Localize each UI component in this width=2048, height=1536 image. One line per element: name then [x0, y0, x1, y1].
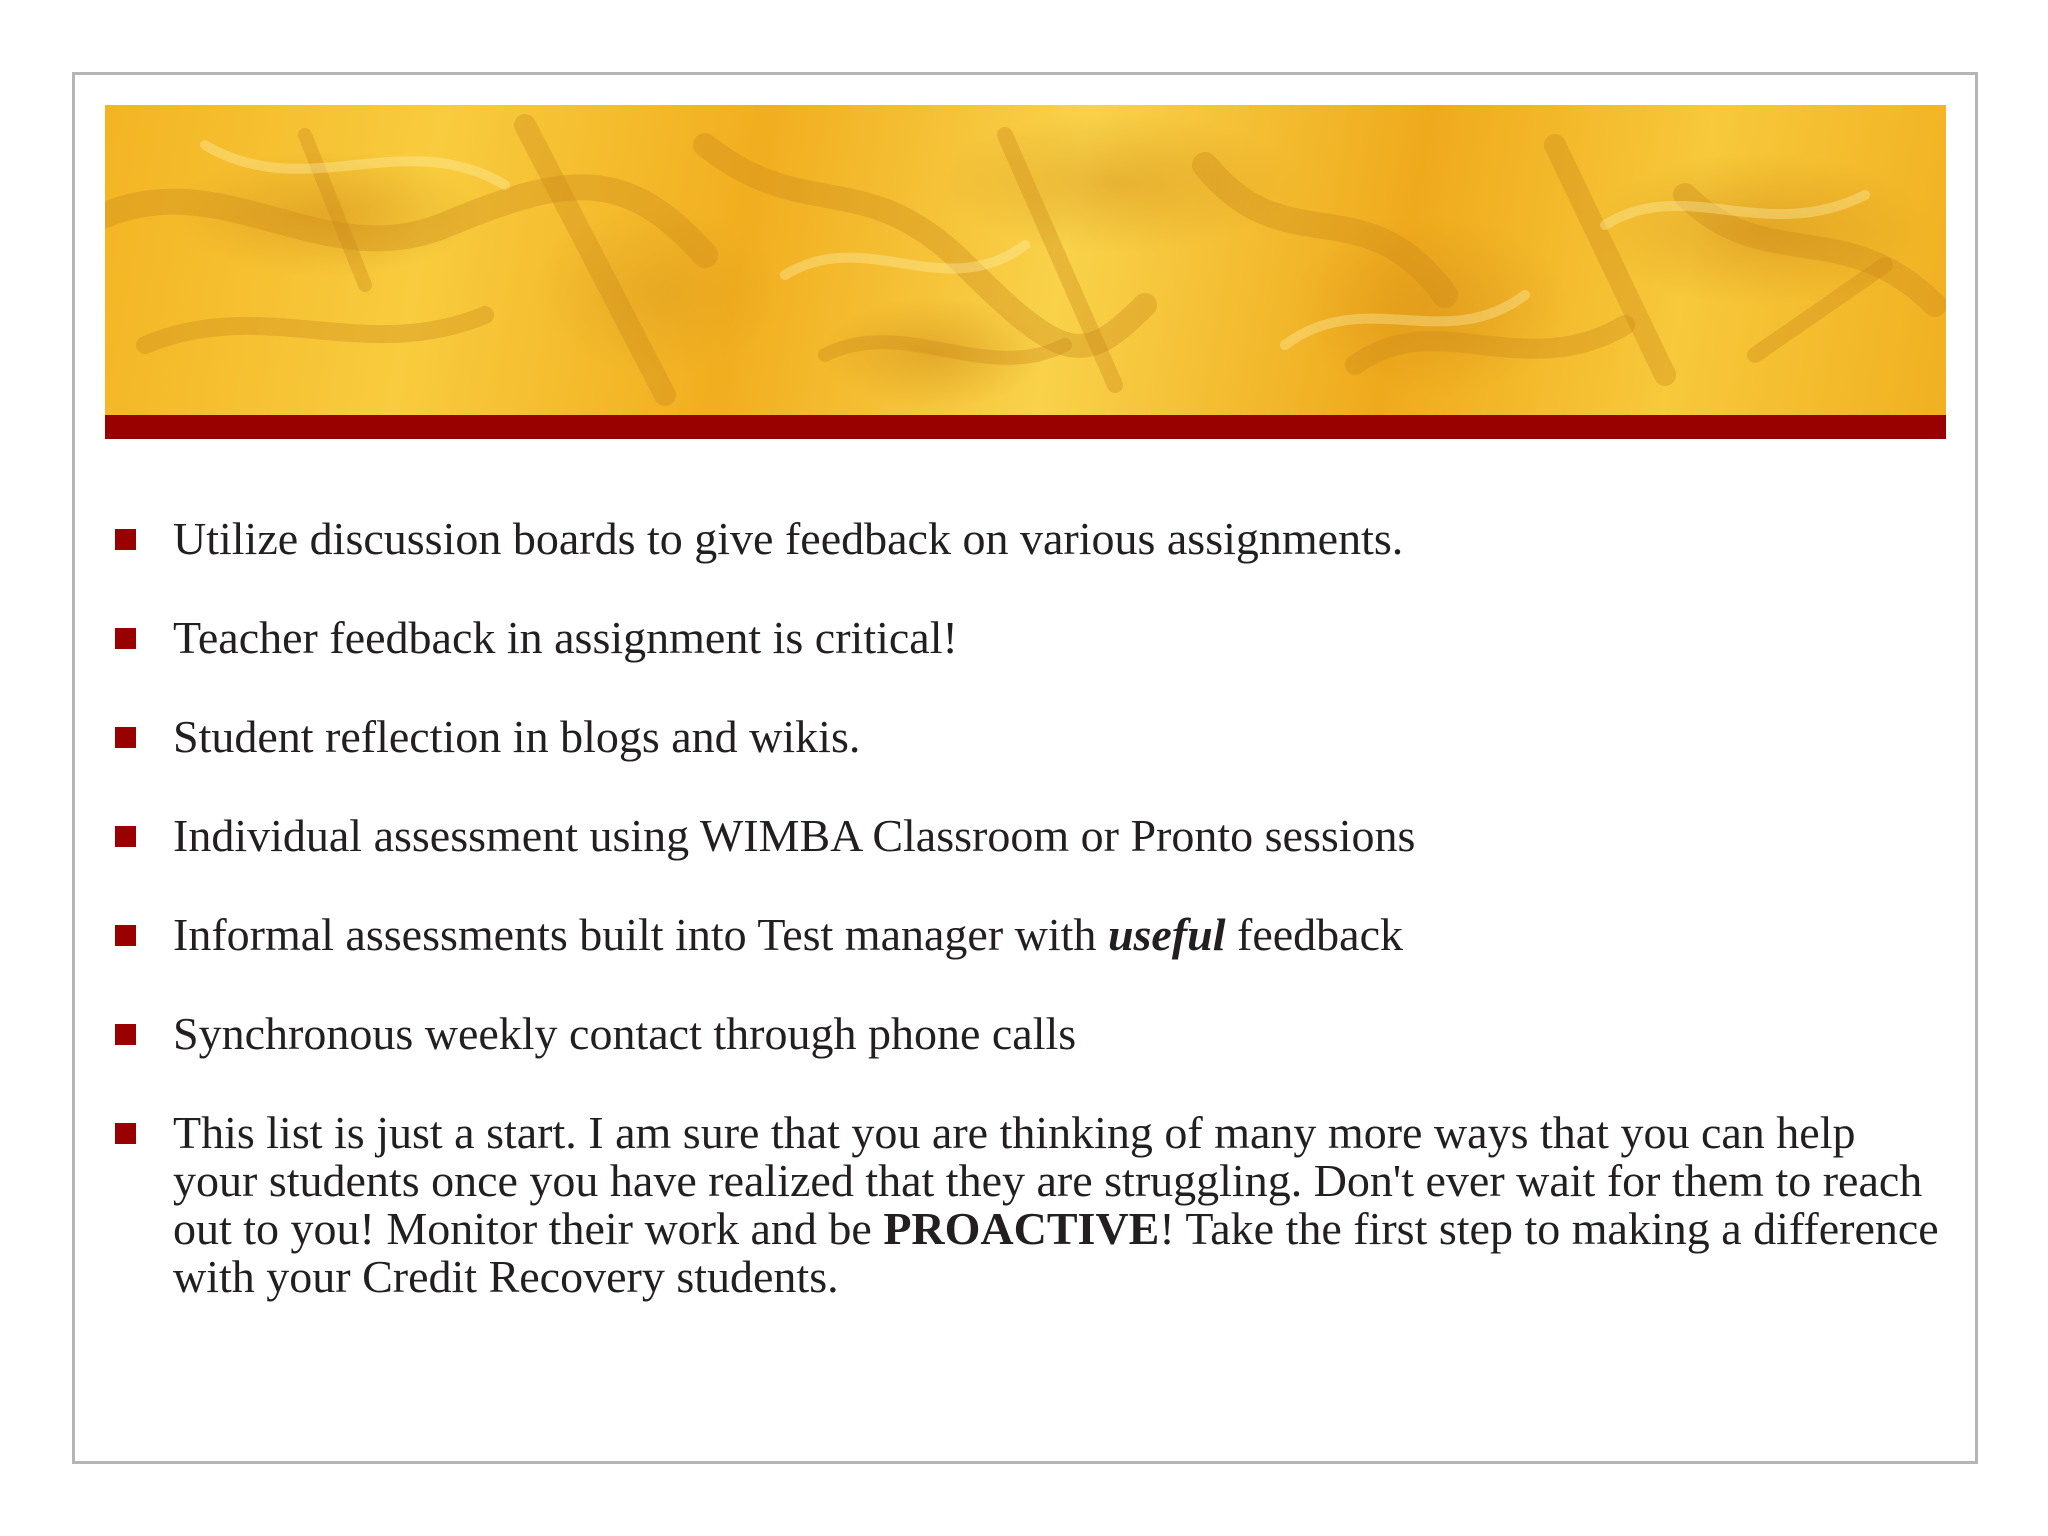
bullet-text: Synchronous weekly contact through phone calls	[173, 1008, 1077, 1059]
square-bullet-icon	[115, 1123, 136, 1144]
bullet-text-start: Informal assessments built into Test manager with	[173, 909, 1108, 960]
banner-accent-bar	[105, 415, 1946, 439]
square-bullet-icon	[115, 628, 136, 649]
square-bullet-icon	[115, 727, 136, 748]
square-bullet-icon	[115, 1024, 136, 1045]
banner-texture	[105, 105, 1946, 415]
square-bullet-icon	[115, 826, 136, 847]
list-item	[105, 614, 1945, 662]
list-item	[105, 812, 1945, 860]
slide-frame	[72, 72, 1978, 1464]
emphasis-proactive: PROACTIVE	[883, 1203, 1160, 1254]
bullet-text-end: feedback	[1225, 909, 1404, 960]
bullet-text-start: This list is just a start. I am sure that you are thinking of many more ways that you can help your students once you have realized that they are struggling. Don't ever wait for them to reach out to you! Monitor their work and be	[173, 1107, 1923, 1254]
bullet-list	[105, 515, 1945, 1352]
bullet-text: Teacher feedback in assignment is critical!	[173, 612, 958, 663]
bullet-text: Individual assessment using WIMBA Classroom or Pronto sessions	[173, 810, 1416, 861]
bullet-text: Utilize discussion boards to give feedback on various assignments.	[173, 513, 1404, 564]
list-item	[105, 911, 1945, 959]
emphasis-useful: useful	[1107, 909, 1226, 960]
list-item	[105, 1109, 1945, 1301]
square-bullet-icon	[115, 925, 136, 946]
list-item	[105, 1010, 1945, 1058]
list-item	[105, 515, 1945, 563]
square-bullet-icon	[115, 529, 136, 550]
bullet-text-end: ! Take the first step to making a difference with your Credit Recovery students.	[173, 1203, 1939, 1302]
decorative-banner	[105, 105, 1946, 415]
list-item	[105, 713, 1945, 761]
bullet-text: Student reflection in blogs and wikis.	[173, 711, 861, 762]
